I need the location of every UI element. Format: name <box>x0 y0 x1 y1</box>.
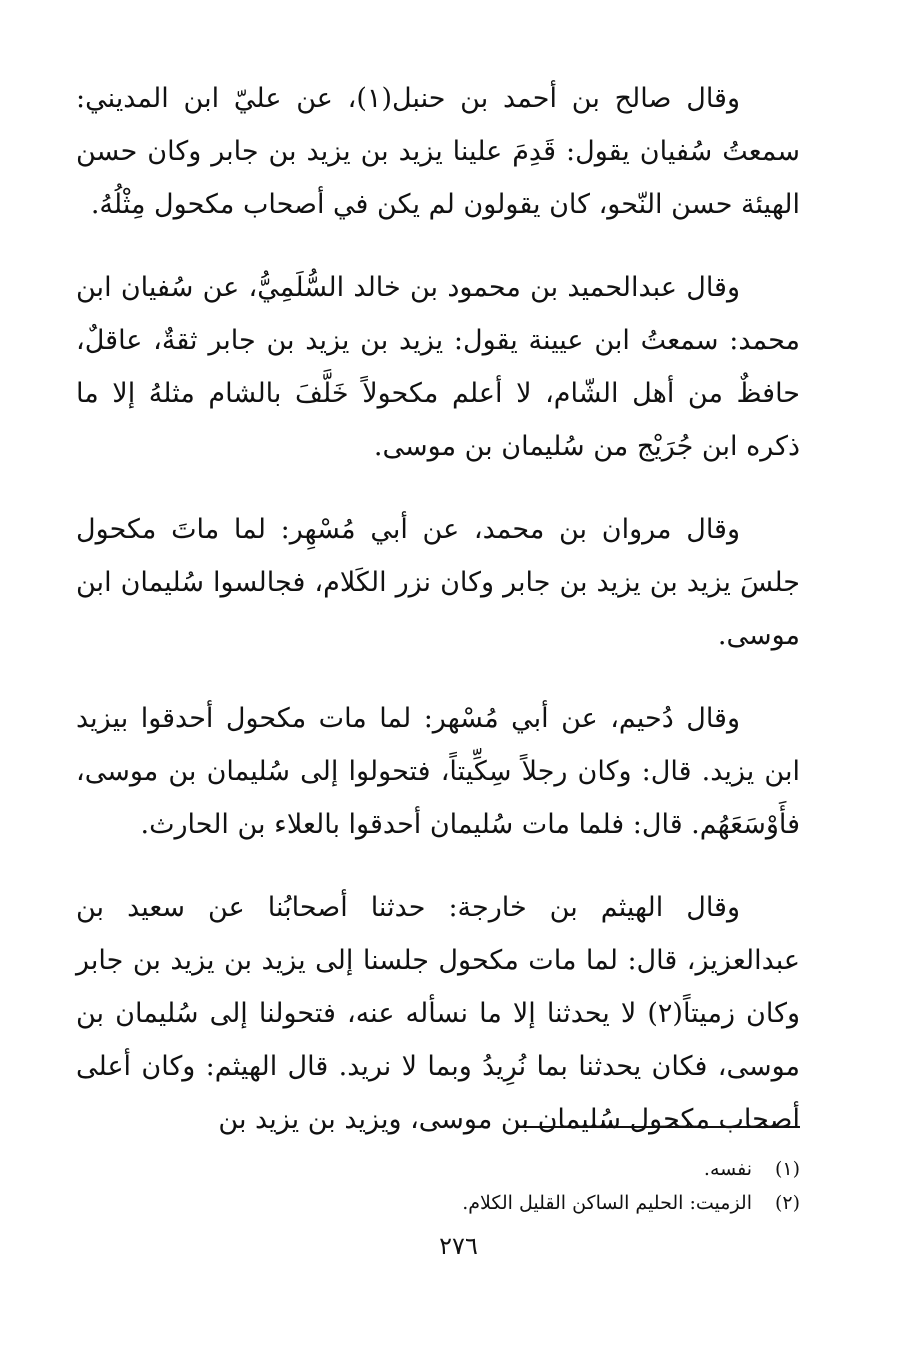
footnotes <box>300 1152 800 1220</box>
footnote-2 <box>300 1186 800 1220</box>
footnote-number: (١) <box>774 1158 800 1180</box>
footnote-1 <box>300 1152 800 1186</box>
paragraph: وقال صالح بن أحمد بن حنبل(١)، عن عليّ ابن المديني: سمعتُ سُفيان يقول: قَدِمَ علينا يزيد بن يزيد بن جابر وكان حسن الهيئة حسن النّحو، كان يقولون لم يكن في أصحاب مكحول مِثْلُهُ. <box>76 83 800 220</box>
footnote-number: (٢) <box>774 1192 800 1214</box>
footnote-text: نفسه. <box>703 1158 752 1180</box>
footnote-text: الزميت: الحليم الساكن القليل الكلام. <box>462 1192 752 1214</box>
paragraph: وقال دُحيم، عن أبي مُسْهر: لما مات مكحول أحدقوا بيزيد ابن يزيد. قال: وكان رجلاً سِكِّيتاً، فتحولوا إلى سُليمان بن موسى، فأَوْسَعَهُم. قال: فلما مات سُليمان أحدقوا بالعلاء بن الحارث. <box>76 703 800 840</box>
page-number: ٢٧٦ <box>439 1232 478 1260</box>
paragraph: وقال الهيثم بن خارجة: حدثنا أصحابُنا عن سعيد بن عبدالعزيز، قال: لما مات مكحول جلسنا إلى يزيد بن يزيد بن جابر وكان زميتاً(٢) لا يحدثنا إلا ما نسأله عنه، فتحولنا إلى سُليمان بن موسى، فكان يحدثنا بما نُرِيدُ وبما لا نريد. قال الهيثم: وكان أعلى أصحاب مكحول سُليمان بن موسى، ويزيد بن يزيد بن <box>76 892 800 1135</box>
paragraph: وقال عبدالحميد بن محمود بن خالد السُّلَمِيُّ، عن سُفيان ابن محمد: سمعتُ ابن عيينة يقول: يزيد بن يزيد بن جابر ثقةٌ، عاقلٌ، حافظٌ من أهل الشّام، لا أعلم مكحولاً خَلَّفَ بالشام مثلهُ إلا ما ذكره ابن جُرَيْج من سُليمان بن موسى. <box>76 272 800 462</box>
footnote-divider <box>516 1126 800 1128</box>
main-text <box>76 72 800 1176</box>
paragraph: وقال مروان بن محمد، عن أبي مُسْهِر: لما ماتَ مكحول جلسَ يزيد بن يزيد بن جابر وكان نزر الكَلام، فجالسوا سُليمان ابن موسى. <box>76 514 800 651</box>
